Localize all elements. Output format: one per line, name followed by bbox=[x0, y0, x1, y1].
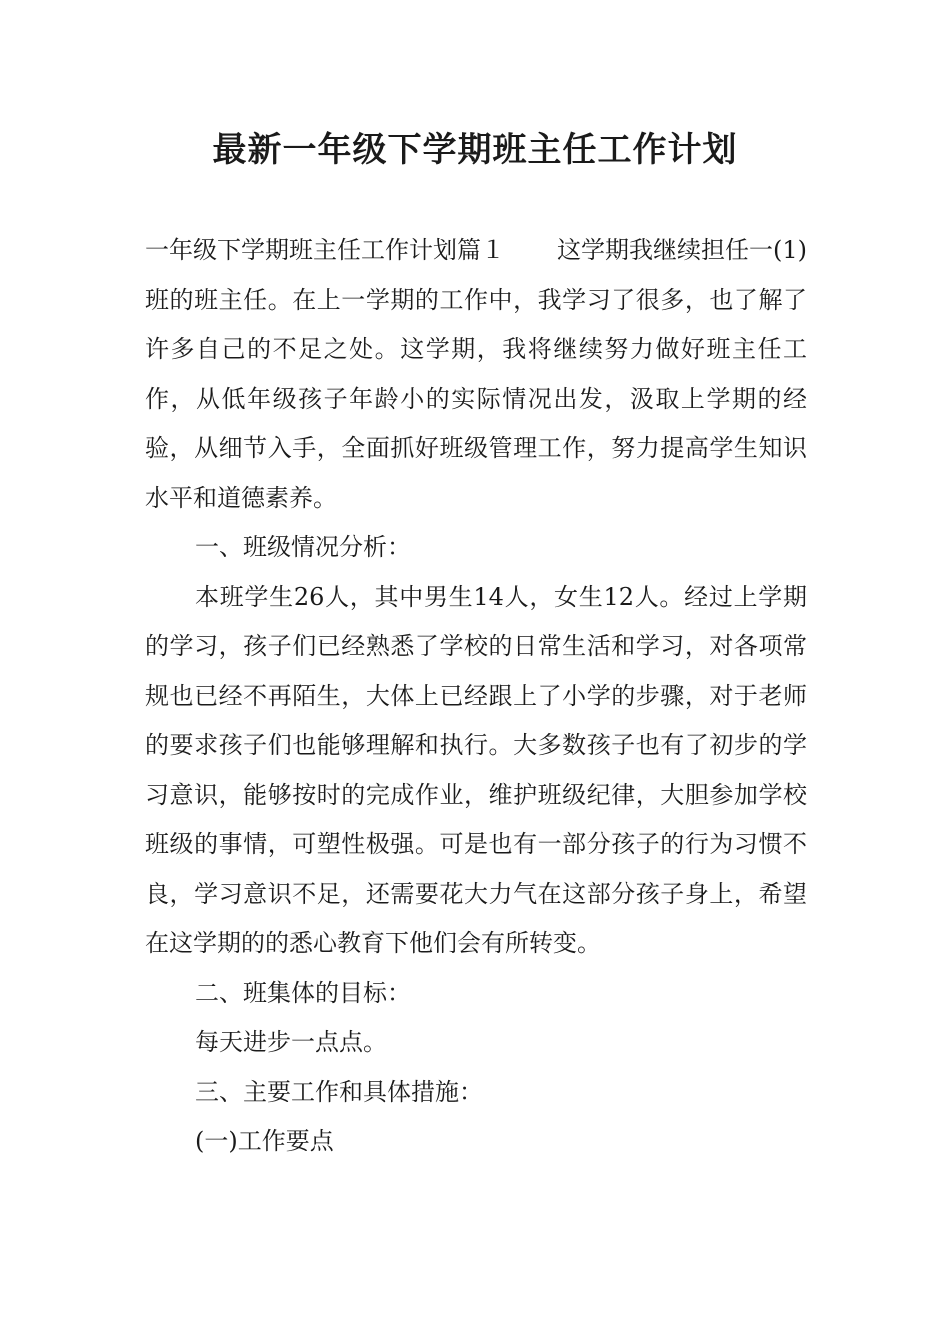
intro-heading: 一年级下学期班主任工作计划篇１ bbox=[145, 236, 505, 264]
intro-text: 这学期我继续担任一(1)班的班主任。在上一学期的工作中，我学习了很多，也了解了许多自己的不足之处。这学期，我将继续努力做好班主任工作，从低年级孩子年龄小的实际情况出发，汲取上学期的经验，从细节入手，全面抓好班级管理工作，努力提高学生知识水平和道德素养。 bbox=[145, 236, 807, 512]
document-title: 最新一年级下学期班主任工作计划 bbox=[212, 130, 738, 170]
intro-paragraph bbox=[145, 226, 807, 523]
section-heading: 一、班级情况分析： bbox=[195, 533, 411, 561]
section-heading: 三、主要工作和具体措施： bbox=[195, 1077, 483, 1106]
section-paragraph: 本班学生26人，其中男生14人，女生12人。经过上学期的学习，孩子们已经熟悉了学校的日常生活和学习，对各项常规也已经不再陌生，大体上已经跟上了小学的步骤，对于老师的要求孩子们也能够理解和执行。大多数孩子也有了初步的学习意识，能够按时的完成作业，维护班级纪律，大胆参加学校班级的事情，可塑性极强。可是也有一部分孩子的行为习惯不良，学习意识不足，还需要花大力气在这部分孩子身上，希望在这学期的的悉心教育下他们会有所转变。 bbox=[145, 582, 807, 957]
section-paragraph: 每天进步一点点。 bbox=[195, 1028, 387, 1056]
subsection-heading: (一)工作要点 bbox=[195, 1127, 334, 1155]
section-heading: 二、班集体的目标： bbox=[195, 978, 411, 1007]
document-body bbox=[145, 226, 807, 1167]
